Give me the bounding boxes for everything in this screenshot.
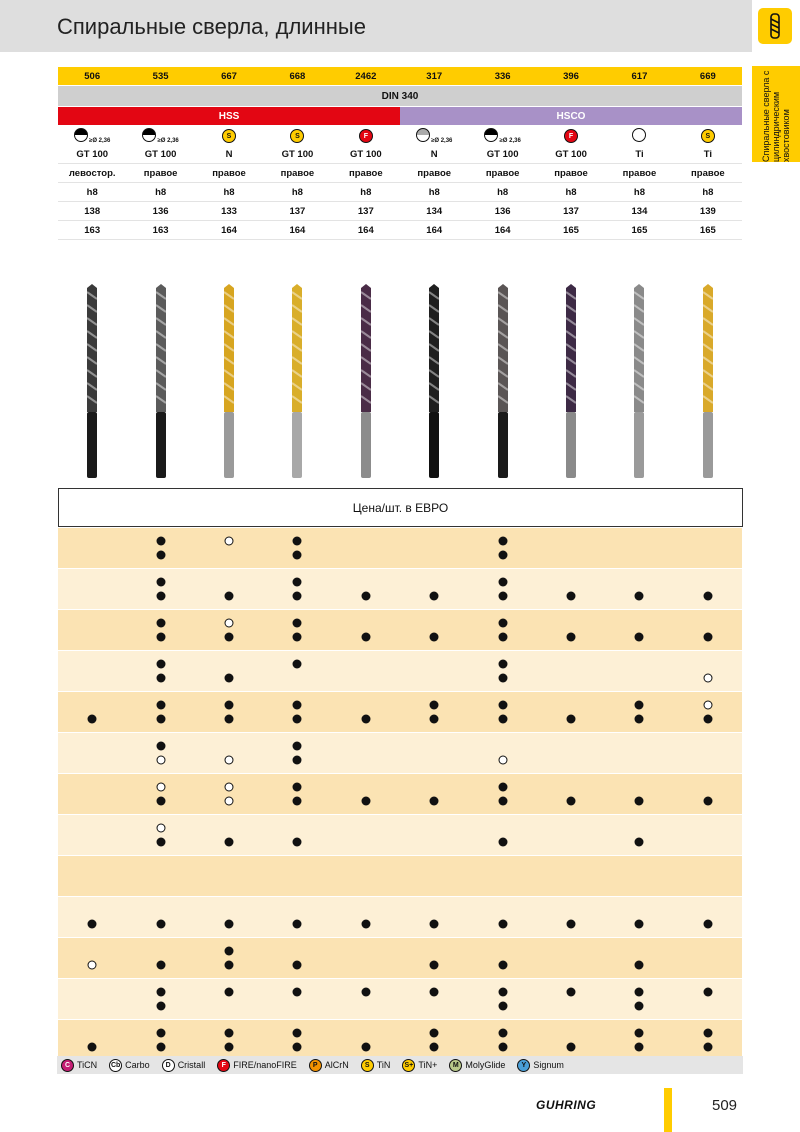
drill-column: [468, 284, 536, 480]
hsco-group-bar: [400, 107, 742, 125]
article-code-cell: 336: [494, 70, 511, 82]
helix-direction-cell: правое: [280, 167, 315, 179]
drill-bit-icon: [563, 284, 579, 480]
reference-1-cell: 137: [289, 205, 306, 217]
helix-direction-cell: правое: [143, 167, 178, 179]
coating-grade-cell: Ti: [703, 148, 712, 160]
available-dot-icon: [293, 537, 302, 546]
coating-grade-cell: N: [430, 148, 438, 160]
legend-label: TiCN: [77, 1060, 98, 1070]
available-on-request-icon: [225, 537, 234, 546]
available-dot-icon: [498, 1029, 507, 1038]
available-on-request-icon: [225, 797, 234, 806]
reference-1-cell: 136: [152, 205, 169, 217]
page-title: Спиральные сверла, длинные: [57, 14, 366, 39]
available-dot-icon: [567, 988, 576, 997]
available-dot-icon: [293, 838, 302, 847]
available-dot-icon: [703, 920, 712, 929]
available-dot-icon: [156, 551, 165, 560]
available-on-request-icon: [498, 756, 507, 765]
reference-1-cell: 138: [84, 205, 101, 217]
coating-ticn-icon: C: [61, 1059, 74, 1072]
drill-bit-icon: [84, 284, 100, 480]
available-dot-icon: [156, 1029, 165, 1038]
available-dot-icon: [225, 633, 234, 642]
coating-molyglide-icon: M: [449, 1059, 462, 1072]
available-dot-icon: [225, 1029, 234, 1038]
availability-band: [58, 692, 742, 732]
tolerance-cell: h8: [565, 186, 577, 198]
available-on-request-icon: [703, 674, 712, 683]
available-dot-icon: [361, 592, 370, 601]
available-dot-icon: [498, 920, 507, 929]
helix-direction-cell: правое: [485, 167, 520, 179]
reference-2-cell: 163: [84, 224, 101, 236]
legend-label: MolyGlide: [465, 1060, 506, 1070]
coating-symbol-icon: [142, 128, 156, 142]
helix-direction-cell: правое: [622, 167, 657, 179]
available-dot-icon: [156, 701, 165, 710]
coating-grade-cell: GT 100: [281, 148, 314, 160]
available-dot-icon: [635, 1029, 644, 1038]
available-dot-icon: [635, 961, 644, 970]
coating-row: [58, 145, 742, 164]
article-code-cell: 317: [426, 70, 443, 82]
helix-direction-cell: правое: [554, 167, 588, 179]
legend-item: [361, 1059, 391, 1072]
tolerance-cell: h8: [633, 186, 645, 198]
diameter-note: ≥Ø 2,36: [157, 137, 179, 144]
reference-2-cell: 164: [357, 224, 374, 236]
hss-group-bar: [58, 107, 400, 125]
drill-bit-icon: [631, 284, 647, 480]
drill-bit-icon: [153, 284, 169, 480]
article-code-cell: 2462: [355, 70, 377, 82]
available-dot-icon: [498, 783, 507, 792]
available-on-request-icon: [225, 619, 234, 628]
coating-symbol-icon: [632, 128, 646, 142]
coating-grade-cell: GT 100: [349, 148, 382, 160]
reference-2-cell: 164: [426, 224, 443, 236]
legend-label: TiN+: [418, 1060, 438, 1070]
tolerance-row: [58, 183, 742, 202]
available-dot-icon: [635, 797, 644, 806]
legend-item: [449, 1059, 505, 1072]
available-dot-icon: [635, 715, 644, 724]
available-dot-icon: [156, 660, 165, 669]
available-dot-icon: [293, 619, 302, 628]
article-code-cell: 506: [84, 70, 101, 82]
coating-symbol-cell: [468, 128, 536, 145]
coating-tin-icon: S: [361, 1059, 374, 1072]
available-dot-icon: [156, 838, 165, 847]
coating-symbol-icon: [484, 128, 498, 142]
available-dot-icon: [156, 674, 165, 683]
availability-band: [58, 938, 742, 978]
coating-grade-cell: GT 100: [144, 148, 177, 160]
available-dot-icon: [567, 715, 576, 724]
available-dot-icon: [293, 1043, 302, 1052]
available-dot-icon: [498, 578, 507, 587]
legend-label: Cristall: [177, 1060, 206, 1070]
coating-symbol-icon: S: [701, 129, 715, 143]
available-dot-icon: [498, 838, 507, 847]
legend-label: TiN: [376, 1060, 391, 1070]
available-dot-icon: [225, 988, 234, 997]
drill-bit-icon: [700, 284, 716, 480]
reference-1-cell: 137: [357, 205, 374, 217]
available-dot-icon: [361, 715, 370, 724]
coating-symbol-cell: [332, 129, 400, 143]
article-codes-row: [58, 67, 742, 85]
available-on-request-icon: [156, 756, 165, 765]
available-dot-icon: [293, 701, 302, 710]
available-dot-icon: [225, 674, 234, 683]
legend-item: [309, 1059, 349, 1072]
available-dot-icon: [703, 633, 712, 642]
available-on-request-icon: [703, 701, 712, 710]
available-dot-icon: [156, 537, 165, 546]
available-dot-icon: [635, 1002, 644, 1011]
available-dot-icon: [635, 592, 644, 601]
legend-item: [517, 1059, 564, 1072]
diameter-note: ≥Ø 2,36: [499, 137, 521, 144]
side-tab-label: Спиральные сверла с цилиндрическим хвостовиком: [761, 70, 791, 162]
availability-band: [58, 610, 742, 650]
reference-2-cell: 164: [494, 224, 511, 236]
article-code-cell: 668: [289, 70, 306, 82]
drill-column: [126, 284, 194, 480]
reference-2-cell: 165: [631, 224, 648, 236]
available-dot-icon: [293, 756, 302, 765]
coating-firenanofire-icon: F: [217, 1059, 230, 1072]
reference-2-cell: 164: [221, 224, 237, 236]
available-dot-icon: [498, 633, 507, 642]
available-dot-icon: [156, 1043, 165, 1052]
available-dot-icon: [703, 988, 712, 997]
available-dot-icon: [430, 920, 439, 929]
legend-item: [61, 1059, 97, 1072]
available-dot-icon: [225, 701, 234, 710]
drill-column: [58, 284, 126, 480]
available-on-request-icon: [88, 961, 97, 970]
available-dot-icon: [225, 920, 234, 929]
drill-column: [537, 284, 605, 480]
coating-symbol-icon: S: [290, 129, 304, 143]
available-dot-icon: [156, 715, 165, 724]
available-dot-icon: [703, 715, 712, 724]
coating-symbol-icon: F: [564, 129, 578, 143]
availability-band: [58, 569, 742, 609]
helix-direction-cell: правое: [212, 167, 246, 179]
available-on-request-icon: [225, 783, 234, 792]
drills-illustration: [58, 284, 742, 480]
drill-bit-icon: [426, 284, 442, 480]
article-code-cell: 667: [221, 70, 237, 82]
available-dot-icon: [293, 742, 302, 751]
available-dot-icon: [635, 920, 644, 929]
available-dot-icon: [225, 592, 234, 601]
price-label: Цена/шт. в ЕВРО: [352, 500, 449, 515]
available-dot-icon: [293, 660, 302, 669]
available-dot-icon: [430, 633, 439, 642]
available-dot-icon: [430, 1029, 439, 1038]
available-dot-icon: [498, 715, 507, 724]
reference1-row: [58, 202, 742, 221]
coating-legend: [57, 1056, 743, 1074]
standard-row: [58, 86, 742, 106]
available-dot-icon: [156, 797, 165, 806]
coating-symbol-cell: [605, 128, 673, 145]
hsco-label: HSCO: [556, 110, 586, 122]
reference-1-cell: 134: [426, 205, 443, 217]
available-dot-icon: [498, 674, 507, 683]
available-dot-icon: [293, 715, 302, 724]
helix-direction-cell: правое: [417, 167, 452, 179]
coating-symbol-icon: [74, 128, 88, 142]
helix-direction-cell: правое: [349, 167, 383, 179]
drill-badge-icon: [758, 8, 792, 44]
availability-band: [58, 528, 742, 568]
coating-symbol-cell: [400, 128, 468, 145]
drill-column: [332, 284, 400, 480]
available-dot-icon: [156, 920, 165, 929]
reference-1-cell: 136: [494, 205, 511, 217]
coating-symbol-cell: [674, 129, 742, 143]
drill-bit-icon: [289, 284, 305, 480]
coating-symbol-cell: [58, 128, 126, 145]
available-dot-icon: [567, 920, 576, 929]
available-dot-icon: [156, 742, 165, 751]
coating-grade-cell: Ti: [635, 148, 644, 160]
reference2-row: [58, 221, 742, 240]
drill-bit-icon: [221, 284, 237, 480]
coating-symbol-icon: [416, 128, 430, 142]
available-dot-icon: [567, 797, 576, 806]
tolerance-cell: h8: [155, 186, 167, 198]
reference-2-cell: 165: [699, 224, 716, 236]
side-tab: [752, 66, 800, 162]
availability-band: [58, 979, 742, 1019]
available-dot-icon: [225, 715, 234, 724]
available-dot-icon: [498, 701, 507, 710]
diameter-note: ≥Ø 2,36: [431, 137, 453, 144]
coating-symbol-cell: [126, 128, 194, 145]
available-dot-icon: [293, 1029, 302, 1038]
available-dot-icon: [430, 1043, 439, 1052]
price-header: [58, 488, 743, 527]
drill-column: [400, 284, 468, 480]
reference-2-cell: 164: [289, 224, 306, 236]
legend-label: Carbo: [125, 1060, 150, 1070]
available-on-request-icon: [225, 756, 234, 765]
helix-direction-cell: правое: [691, 167, 725, 179]
coating-symbols-row: [58, 127, 742, 145]
reference-1-cell: 134: [631, 205, 648, 217]
available-dot-icon: [293, 920, 302, 929]
coating-symbol-cell: [195, 129, 263, 143]
coating-symbol-cell: [537, 129, 605, 143]
availability-band: [58, 815, 742, 855]
diameter-note: ≥Ø 2,36: [89, 137, 111, 144]
standard-label: DIN 340: [381, 90, 419, 102]
available-dot-icon: [635, 1043, 644, 1052]
legend-item: [109, 1059, 150, 1072]
availability-band: [58, 1020, 742, 1060]
available-dot-icon: [498, 537, 507, 546]
available-dot-icon: [293, 961, 302, 970]
drill-column: [195, 284, 263, 480]
coating-signum-icon: Y: [517, 1059, 530, 1072]
legend-item: [162, 1059, 206, 1072]
availability-band: [58, 774, 742, 814]
legend-item: [217, 1059, 297, 1072]
available-dot-icon: [498, 797, 507, 806]
available-dot-icon: [156, 633, 165, 642]
available-dot-icon: [293, 783, 302, 792]
helix-direction-cell: левостор.: [68, 167, 116, 179]
available-dot-icon: [361, 1043, 370, 1052]
article-code-cell: 669: [699, 70, 716, 82]
available-dot-icon: [567, 592, 576, 601]
available-dot-icon: [361, 988, 370, 997]
available-dot-icon: [498, 592, 507, 601]
coating-tin-icon: S+: [402, 1059, 415, 1072]
reference-2-cell: 165: [563, 224, 579, 236]
legend-label: AlCrN: [324, 1060, 349, 1070]
available-dot-icon: [156, 592, 165, 601]
brand-logo: GUHRING: [536, 1098, 597, 1112]
availability-band: [58, 733, 742, 773]
available-dot-icon: [88, 920, 97, 929]
drill-column: [674, 284, 742, 480]
available-dot-icon: [156, 1002, 165, 1011]
available-dot-icon: [498, 961, 507, 970]
drill-bit-icon: [495, 284, 511, 480]
reference-1-cell: 137: [563, 205, 579, 217]
available-dot-icon: [293, 633, 302, 642]
available-dot-icon: [703, 1029, 712, 1038]
available-dot-icon: [293, 578, 302, 587]
available-dot-icon: [430, 592, 439, 601]
available-dot-icon: [293, 797, 302, 806]
available-dot-icon: [498, 988, 507, 997]
tolerance-cell: h8: [702, 186, 714, 198]
available-dot-icon: [225, 947, 234, 956]
available-dot-icon: [225, 1043, 234, 1052]
reference-1-cell: 139: [699, 205, 716, 217]
coating-alcrn-icon: P: [309, 1059, 322, 1072]
available-dot-icon: [703, 592, 712, 601]
available-dot-icon: [635, 633, 644, 642]
available-dot-icon: [498, 551, 507, 560]
available-dot-icon: [430, 988, 439, 997]
available-dot-icon: [88, 1043, 97, 1052]
available-dot-icon: [156, 988, 165, 997]
available-dot-icon: [703, 1043, 712, 1052]
legend-label: Signum: [533, 1060, 564, 1070]
available-dot-icon: [361, 920, 370, 929]
available-dot-icon: [225, 838, 234, 847]
available-dot-icon: [498, 660, 507, 669]
article-code-cell: 396: [563, 70, 579, 82]
coating-grade-cell: GT 100: [486, 148, 519, 160]
page-header: [0, 0, 752, 52]
available-dot-icon: [430, 715, 439, 724]
coating-grade-cell: GT 100: [76, 148, 109, 160]
available-dot-icon: [361, 633, 370, 642]
tolerance-cell: h8: [86, 186, 98, 198]
available-dot-icon: [635, 988, 644, 997]
footer-stripe: [664, 1088, 672, 1132]
available-dot-icon: [293, 592, 302, 601]
available-dot-icon: [293, 988, 302, 997]
available-dot-icon: [361, 797, 370, 806]
available-dot-icon: [567, 1043, 576, 1052]
article-code-cell: 535: [152, 70, 169, 82]
available-on-request-icon: [156, 824, 165, 833]
coating-symbol-cell: [263, 129, 331, 143]
available-dot-icon: [430, 701, 439, 710]
available-dot-icon: [498, 1043, 507, 1052]
available-dot-icon: [430, 961, 439, 970]
available-on-request-icon: [156, 783, 165, 792]
available-dot-icon: [635, 701, 644, 710]
coating-cristall-icon: D: [162, 1059, 175, 1072]
available-dot-icon: [156, 961, 165, 970]
available-dot-icon: [498, 1002, 507, 1011]
available-dot-icon: [293, 551, 302, 560]
reference-2-cell: 163: [152, 224, 169, 236]
availability-grid: [58, 528, 742, 1061]
tolerance-cell: h8: [428, 186, 440, 198]
coating-symbol-icon: S: [222, 129, 236, 143]
coating-carbo-icon: Cb: [109, 1059, 122, 1072]
available-dot-icon: [225, 961, 234, 970]
drill-bit-icon: [358, 284, 374, 480]
available-dot-icon: [703, 797, 712, 806]
article-code-cell: 617: [631, 70, 648, 82]
tolerance-cell: h8: [223, 186, 235, 198]
drill-column: [605, 284, 673, 480]
coating-grade-cell: N: [225, 148, 233, 160]
direction-row: [58, 164, 742, 183]
availability-band: [58, 651, 742, 691]
available-dot-icon: [88, 715, 97, 724]
hss-label: HSS: [218, 110, 240, 122]
available-dot-icon: [156, 578, 165, 587]
available-dot-icon: [567, 633, 576, 642]
available-dot-icon: [635, 838, 644, 847]
tolerance-cell: h8: [497, 186, 509, 198]
drill-column: [263, 284, 331, 480]
tolerance-cell: h8: [360, 186, 372, 198]
page-number: 509: [712, 1097, 738, 1114]
tolerance-cell: h8: [291, 186, 303, 198]
coating-grade-cell: GT 100: [555, 148, 587, 160]
availability-band: [58, 897, 742, 937]
available-dot-icon: [430, 797, 439, 806]
availability-band: [58, 856, 742, 896]
reference-1-cell: 133: [221, 205, 237, 217]
coating-symbol-icon: F: [359, 129, 373, 143]
available-dot-icon: [156, 619, 165, 628]
legend-label: FIRE/nanoFIRE: [233, 1060, 297, 1070]
available-dot-icon: [498, 619, 507, 628]
legend-item: [402, 1059, 437, 1072]
